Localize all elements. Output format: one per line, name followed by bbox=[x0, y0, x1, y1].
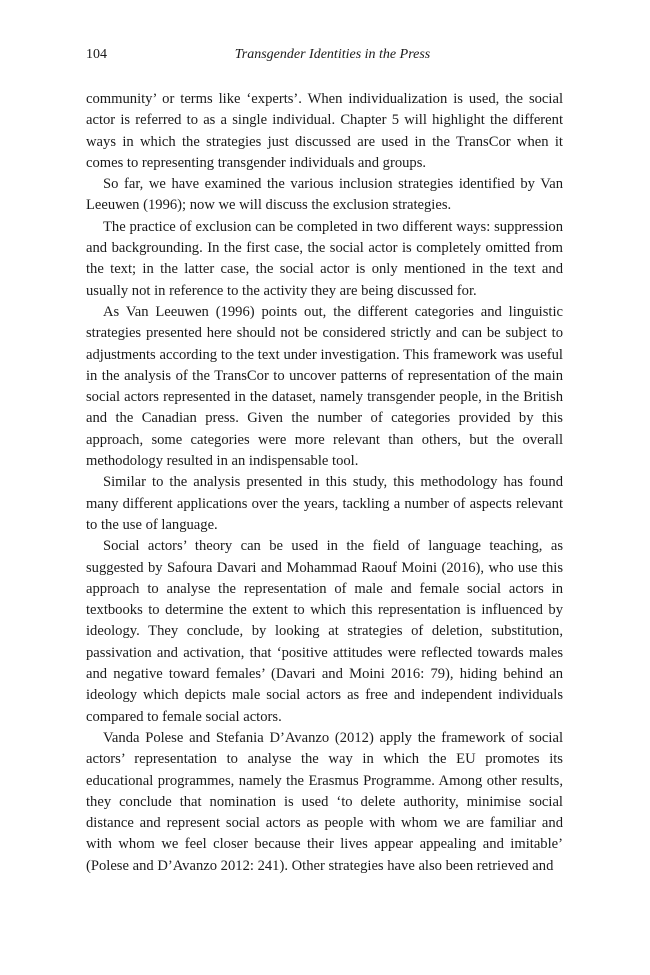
page-number: 104 bbox=[86, 47, 107, 62]
paragraph: So far, we have examined the various inclusion strategies identified by Van Leeuwen (1996); now we will discuss the exclusion strategies. bbox=[86, 176, 563, 214]
running-header bbox=[86, 45, 563, 65]
paragraph: Vanda Polese and Stefania D’Avanzo (2012) apply the framework of social actors’ representation to analyse the way in which the EU promotes its educational programmes, namely the Erasmus Programme. Among other results, they conclude that nomination is used ‘to delete authority, minimise social distance and represent social actors as people with whom we are familiar and with whom we feel closer because their lives appear appealing and imitable’ (Polese and D’Avanzo 2012: 241). Other strategies have also been retrieved and bbox=[86, 729, 563, 874]
paragraph: As Van Leeuwen (1996) points out, the different categories and linguistic strategies presented here should not be considered strictly and can be subject to adjustments according to the text under investigation. This framework was useful in the analysis of the TransCor to uncover patterns of representation of the main social actors represented in the dataset, namely transgender people, in the British and the Canadian press. Given the number of categories provided by this approach, some categories were more relevant than others, but the overall methodology resulted in an indispensable tool. bbox=[86, 303, 563, 470]
paragraph: The practice of exclusion can be completed in two different ways: suppression and backgrounding. In the first case, the social actor is completely omitted from the text; in the latter case, the social actor is only mentioned in the text and usually not in reference to the activity they are being discussed for. bbox=[86, 218, 563, 299]
paragraph: Similar to the analysis presented in this study, this methodology has found many different applications over the years, tackling a number of aspects relevant to the use of language. bbox=[86, 474, 563, 533]
paragraph-continued: community’ or terms like ‘experts’. When individualization is used, the social actor is referred to as a single individual. Chapter 5 will highlight the different ways in which the strategies just discussed are used in the TransCor when it comes to representing transgender individuals and groups. bbox=[86, 91, 563, 171]
running-title: Transgender Identities in the Press bbox=[234, 47, 431, 62]
body-text bbox=[86, 89, 563, 877]
paragraph: Social actors’ theory can be used in the field of language teaching, as suggested by Safoura Davari and Mohammad Raouf Moini (2016), who use this approach to analyse the representation of male and female social actors in textbooks to determine the extent to which this representation is influenced by ideology. They conclude, by looking at strategies of deletion, substitution, passivation and activation, that ‘positive attitudes were reflected towards males and negative toward females’ (Davari and Moini 2016: 79), hiding behind an ideology which depicts male social actors as free and independent individuals compared to female social actors. bbox=[86, 538, 563, 725]
